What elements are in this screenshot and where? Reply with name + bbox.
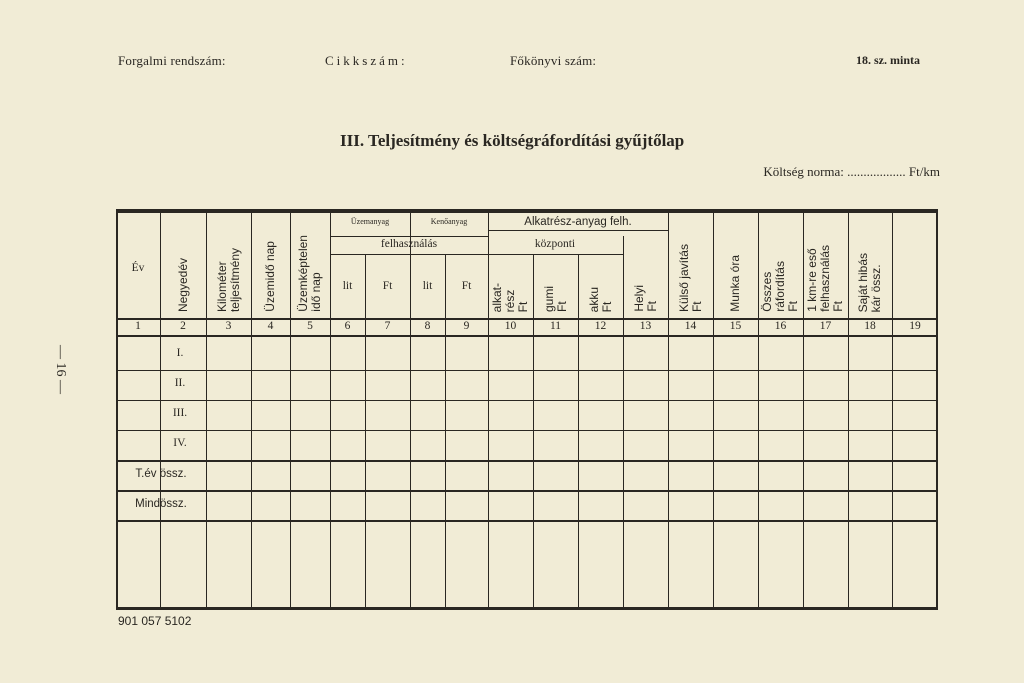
column-number: 6	[344, 320, 351, 332]
row-rule	[118, 460, 936, 462]
column-header-year: Év	[131, 262, 145, 274]
registration-label: Forgalmi rendszám:	[118, 53, 226, 68]
column-rule	[365, 254, 366, 610]
column-header-9: Ft	[461, 280, 472, 292]
cost-norm-field: Költség norma: .................. Ft/km	[763, 164, 940, 179]
row-rule	[118, 335, 936, 337]
row-rule	[488, 230, 668, 231]
item-number-label: Cikkszám:	[325, 53, 408, 68]
column-number: 5	[307, 320, 313, 332]
column-header-17: 1 km-re eső felhasználás Ft	[805, 245, 845, 312]
column-number: 18	[864, 320, 876, 332]
column-header-15: Munka óra	[728, 255, 742, 312]
row-rule	[118, 520, 936, 522]
column-rule	[410, 213, 411, 610]
column-number: 19	[909, 320, 921, 332]
column-header-18: Saját hibás kár össz.	[856, 252, 883, 312]
column-header-8: lit	[422, 280, 433, 292]
column-header-14: Külső javítás Ft	[676, 243, 704, 312]
column-rule	[758, 213, 759, 610]
parts-group-header: Alkatrész-anyag felh.	[524, 216, 632, 228]
row-rule	[118, 430, 936, 431]
column-number: 17	[819, 320, 832, 332]
column-rule	[445, 254, 446, 610]
column-number: 14	[684, 320, 697, 332]
column-rule	[410, 213, 411, 236]
column-header-13: Helyi Ft	[631, 285, 659, 312]
central-group-header: központi	[534, 238, 576, 250]
column-number: 2	[180, 320, 186, 332]
column-rule	[848, 213, 849, 610]
column-number: 7	[384, 320, 391, 332]
column-number: 12	[594, 320, 607, 332]
column-header-4: Üzemidő nap	[263, 241, 277, 312]
lubricant-group-header: Kenőanyag	[430, 217, 468, 226]
column-rule	[803, 213, 804, 610]
column-header-3: Kilométer teljesítmény	[214, 247, 242, 312]
quarter-label: I.	[176, 347, 184, 359]
cost-collection-table	[116, 209, 938, 610]
column-number: 15	[729, 320, 742, 332]
column-rule	[330, 213, 331, 610]
column-rule	[290, 213, 291, 610]
column-rule	[206, 213, 207, 610]
row-rule	[118, 370, 936, 371]
year-total-label: T.év össz.	[135, 468, 187, 480]
row-rule	[330, 236, 488, 237]
column-rule	[623, 236, 624, 610]
page-number: — 16 —	[53, 345, 68, 394]
column-number: 16	[774, 320, 787, 332]
column-rule	[251, 213, 252, 610]
column-rule	[533, 254, 534, 610]
row-rule	[118, 490, 936, 492]
column-rule	[488, 213, 489, 610]
column-header-16: Összes ráfordítás Ft	[760, 261, 800, 312]
column-header-5: Üzemképtelen idő nap	[296, 235, 323, 312]
quarter-label: IV.	[173, 437, 187, 449]
column-number: 3	[225, 320, 232, 332]
column-number: 8	[424, 320, 431, 332]
column-header-12: akku Ft	[586, 286, 614, 312]
column-number: 11	[549, 320, 562, 332]
row-rule	[330, 254, 623, 255]
quarter-label: III.	[172, 407, 188, 419]
column-header-10: alkat- rész Ft	[490, 282, 530, 312]
column-header-2: Negyedév	[175, 257, 190, 312]
column-header-11: gumi Ft	[541, 285, 569, 312]
ledger-number-label: Főkönyvi szám:	[510, 53, 597, 68]
quarter-label: II.	[174, 377, 186, 389]
column-number: 1	[135, 320, 141, 332]
form-title: III. Teljesítmény és költségráfordítási gyűjtőlap	[340, 131, 685, 150]
column-rule	[713, 213, 714, 610]
sample-label: 18. sz. minta	[856, 53, 920, 67]
column-number: 10	[504, 320, 517, 332]
column-header-6: lit	[342, 280, 353, 292]
column-rule	[578, 254, 579, 610]
consumption-group-header: felhasználás	[380, 238, 438, 250]
column-number: 9	[463, 320, 470, 332]
row-rule	[118, 400, 936, 401]
column-rule	[668, 213, 669, 610]
footer-code: 901 057 5102	[118, 614, 192, 628]
column-number: 13	[639, 320, 652, 332]
column-header-7: Ft	[382, 280, 393, 292]
fuel-group-header: Üzemanyag	[350, 217, 390, 226]
grand-total-label: Mindössz.	[135, 498, 187, 510]
column-number: 4	[267, 320, 274, 332]
column-rule	[892, 213, 893, 610]
